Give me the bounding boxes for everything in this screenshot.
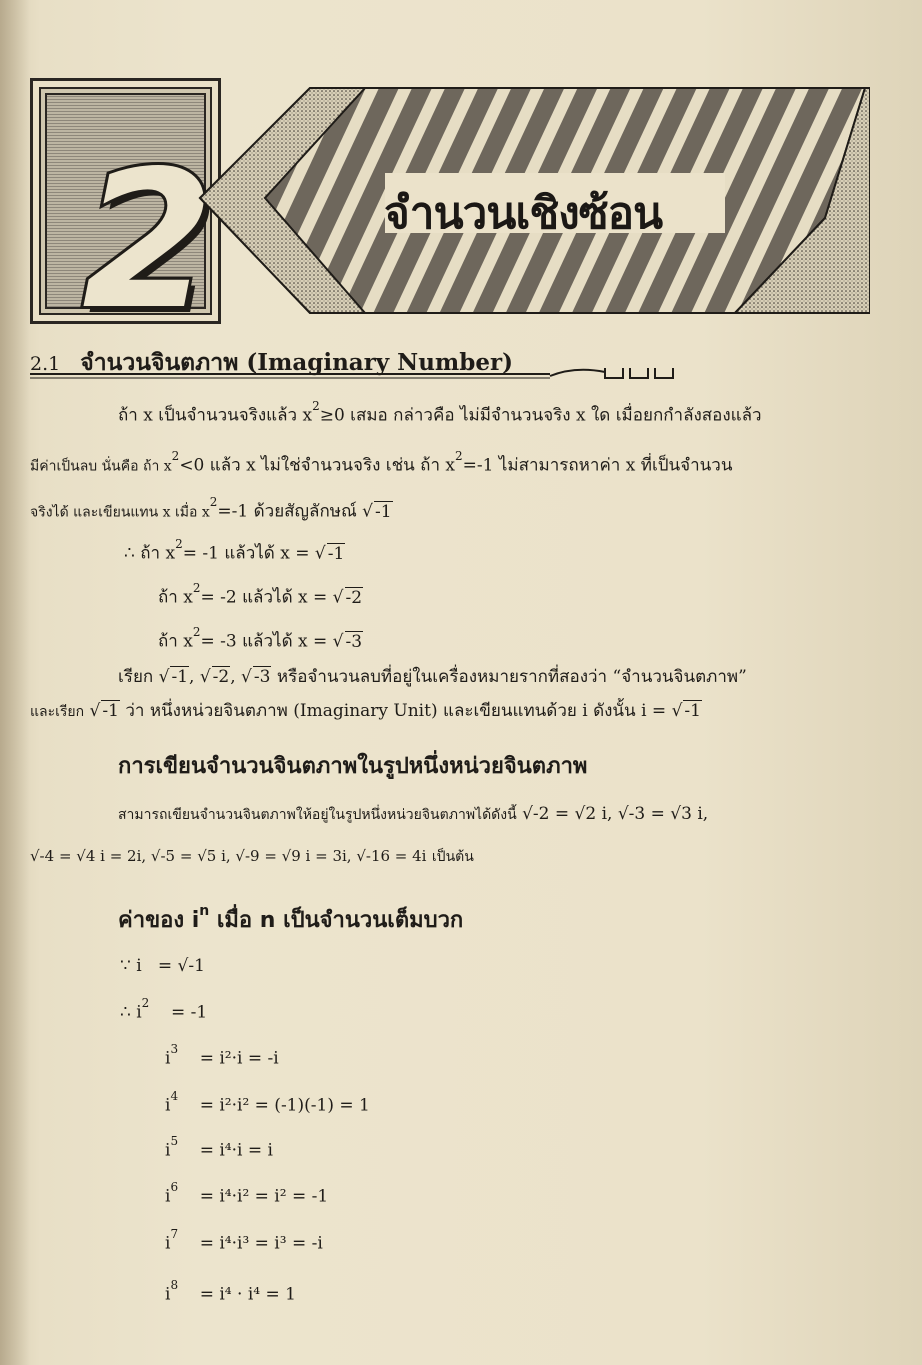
para1-line2: มีค่าเป็นลบ นั่นคือ ถ้า $x^2<0$ แล้ว x ไม่ใช่จำนวนจริง เช่น ถ้า $x^2=-1$ ไม่สามารถหาค่า x ที่เป็นจำนวน xyxy=(30,449,733,476)
section-number: 2.1 xyxy=(30,353,61,375)
power-row-5: $i^5$ = i⁴·i = i xyxy=(165,1134,273,1161)
para3-line1: สามารถเขียนจำนวนจินตภาพให้อยู่ในรูปหนึ่งหน่วยจินตภาพได้ดังนี้ √-2 = √2 i, √-3 = √3 i, xyxy=(118,804,709,824)
power-row-4: $i^4$ = i²·i² = (-1)(-1) = 1 xyxy=(165,1089,370,1116)
power-row-2: ∴ $i^2$ = -1 xyxy=(120,996,208,1023)
power-row-8: $i^8$ = i⁴ · i⁴ = 1 xyxy=(165,1278,296,1305)
heading-underline xyxy=(30,368,690,388)
subheading-powers-of-i: ค่าของ $i^n$ เมื่อ n เป็นจำนวนเต็มบวก xyxy=(118,902,464,933)
subheading-imaginary-unit-form: การเขียนจำนวนจินตภาพในรูปหนึ่งหน่วยจินตภาพ xyxy=(118,754,588,779)
power-row-7: $i^7$ = i⁴·i³ = i³ = -i xyxy=(165,1227,323,1254)
book-spine-shadow xyxy=(0,0,30,1365)
power-row-3: $i^3$ = i²·i = -i xyxy=(165,1042,279,1069)
chapter-number: 2 xyxy=(82,130,215,351)
para3-line2: √-4 = √4 i = 2i, √-5 = √5 i, √-9 = √9 i = 3i, √-16 = 4i เป็นต้น xyxy=(30,847,474,865)
power-row-6: $i^6$ = i⁴·i² = i² = -1 xyxy=(165,1180,329,1207)
example-row-3: ถ้า $x^2= -3$ แล้วได้ x = √ -3 xyxy=(158,625,363,652)
para1-line1: ถ้า x เป็นจำนวนจริงแล้ว $x^2\ge 0$ เสมอ กล่าวคือ ไม่มีจำนวนจริง x ใด เมื่อยกกำลังสองแล้ว xyxy=(118,399,762,426)
section-title: จำนวนจินตภาพ (Imaginary Number) xyxy=(80,349,513,376)
para1-line3: จริงได้ และเขียนแทน x เมื่อ $x^2=-1$ ด้วยสัญลักษณ์ √ -1 xyxy=(30,495,392,522)
para2-line2: และเรียก √ -1 ว่า หนึ่งหน่วยจินตภาพ (Imaginary Unit) และเขียนแทนด้วย i ดังนั้น i = √ -1 xyxy=(30,701,701,721)
example-row-1: ∴ ถ้า $x^2= -1$ แล้วได้ x = √ -1 xyxy=(124,537,345,564)
para2-line1: เรียก √ -1, √ -2, √ -3 หรือจำนวนลบที่อยู่ในเครื่องหมายรากที่สองว่า “จำนวนจินตภาพ” xyxy=(118,667,747,687)
example-row-2: ถ้า $x^2= -2$ แล้วได้ x = √ -2 xyxy=(158,581,363,608)
chapter-title: จำนวนเชิงซ้อน xyxy=(384,188,663,239)
chapter-banner xyxy=(30,78,870,351)
power-row-1: ∵ i = √-1 xyxy=(120,956,205,976)
